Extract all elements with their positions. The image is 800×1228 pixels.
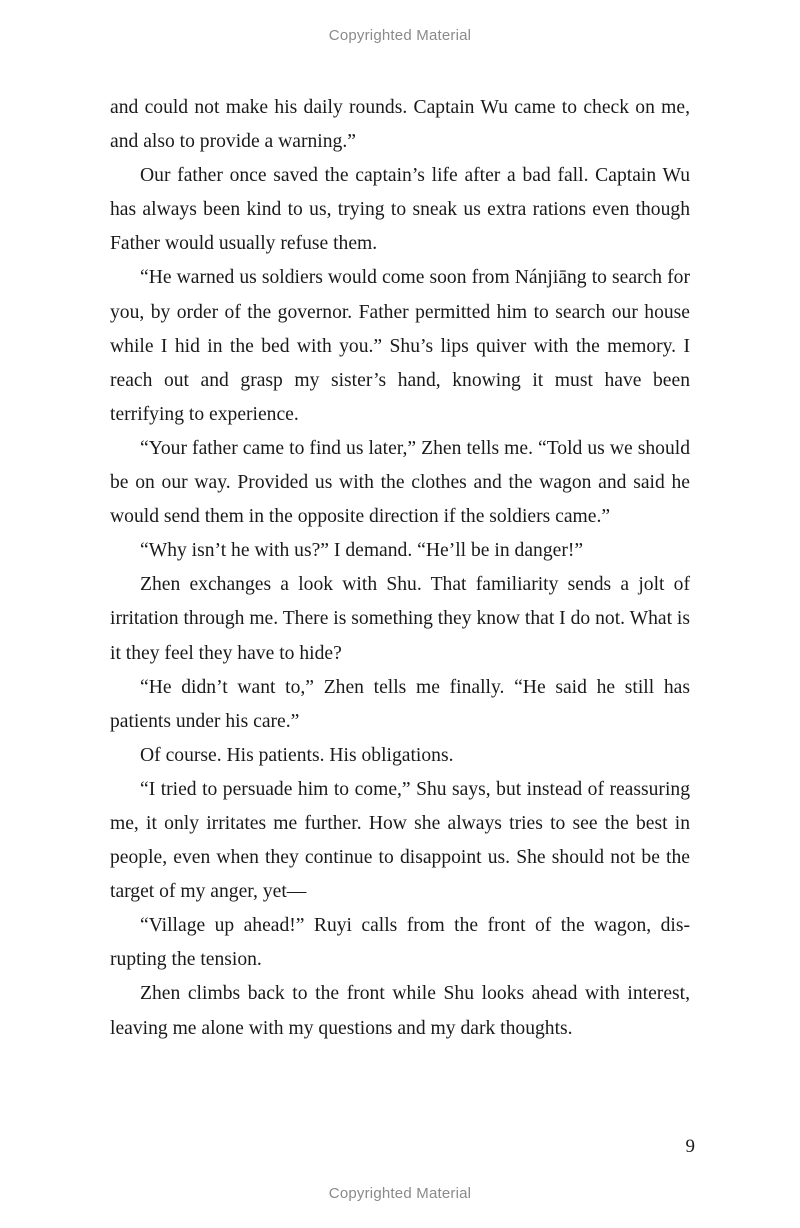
page-number: 9 [685,1136,695,1157]
paragraph-2: Our father once saved the captain’s life after a bad fall. Captain Wu has always been kind to us, trying to sneak us extra rations even though Father would usually refuse them. [110,165,690,255]
paragraph-11: Zhen climbs back to the front while Shu looks ahead with interest, leaving me alone with my questions and my dark thoughts. [110,983,690,1039]
paragraph-1: and could not make his daily rounds. Captain Wu came to check on me, and also to provide a warning.” [110,97,690,153]
paragraph-3: “He warned us soldiers would come soon from Nánjiāng to search for you, by order of the governor. Father permitted him to search our house while I hid in the bed with you.” Shu’s lips quiver with the memory. I reach out and grasp my sister’s hand, knowing it must have been terrifying to experience. [110,267,690,425]
paragraph-8: Of course. His patients. His obligations. [140,744,454,766]
paragraph-5: “Why isn’t he with us?” I demand. “He’ll be in danger!” [140,540,584,562]
copyright-watermark-bottom: Copyrighted Material [328,1185,472,1202]
paragraph-9: “I tried to persuade him to come,” Shu says, but instead of reassuring me, it only irritates me further. How she always tries to see the best in people, even when they continue to disappoint us. She should not be the target of my anger, yet— [110,778,690,903]
paragraph-10: “Village up ahead!” Ruyi calls from the front of the wagon, disrupting the tension. [110,915,690,971]
copyright-watermark-top: Copyrighted Material [328,27,472,44]
page-body [110,91,690,1046]
paragraph-7: “He didn’t want to,” Zhen tells me finally. “He said he still has patients under his care.” [110,676,690,732]
paragraph-6: Zhen exchanges a look with Shu. That familiarity sends a jolt of irritation through me. There is something they know that I do not. What is it they feel they have to hide? [110,574,690,664]
paragraph-4: “Your father came to find us later,” Zhen tells me. “Told us we should be on our way. Provided us with the clothes and the wagon and said he would send them in the opposite direction if the soldiers came.” [110,437,690,528]
